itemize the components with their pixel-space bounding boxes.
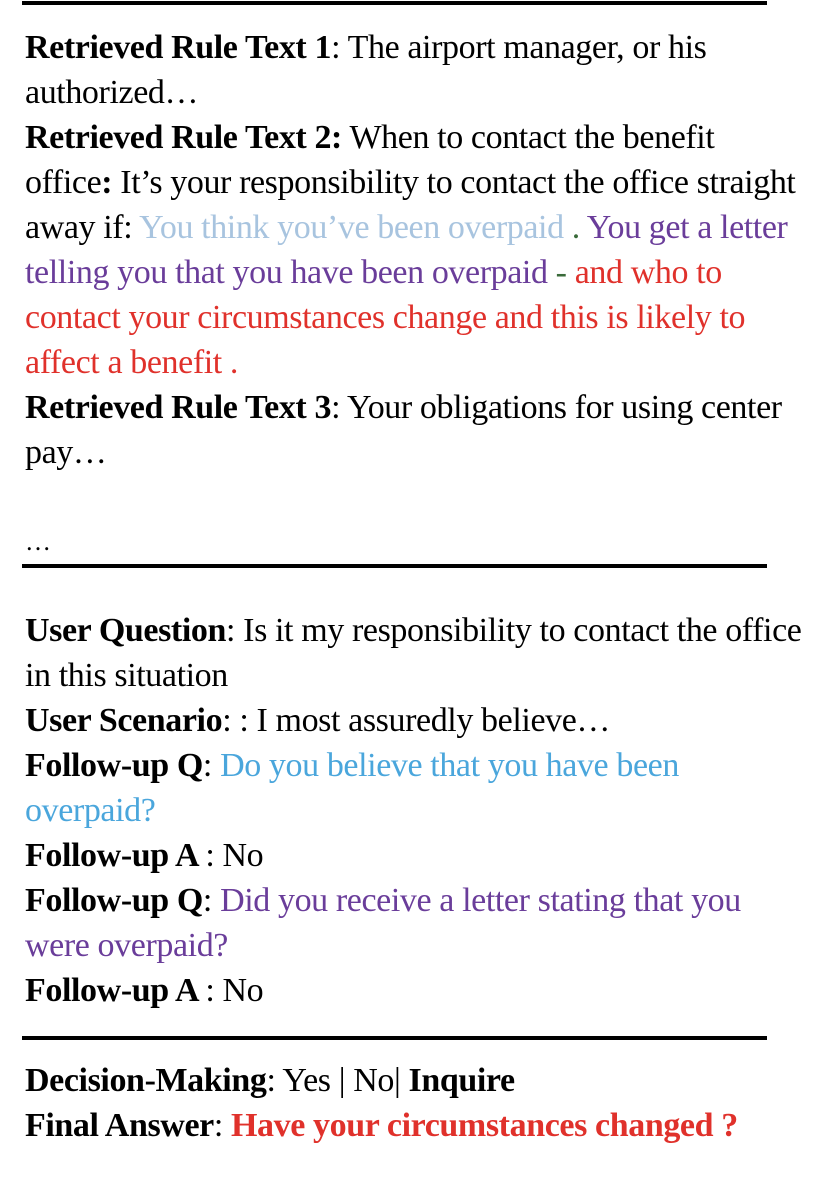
rule-1-text: The airport manager, or his authorized…	[25, 29, 707, 111]
rule-2-span-overpaid-belief: You think you’ve been overpaid	[139, 209, 572, 246]
follow-up-question-2: Follow-up Q: Did you receive a letter stating that you were overpaid?	[25, 882, 741, 964]
rules-ellipsis: …	[25, 527, 53, 556]
middle-rule	[22, 564, 767, 568]
follow-up-q-text: Do you believe that you have been overpaid?	[25, 747, 679, 829]
rule-3-text: Your obligations for using center pay…	[25, 389, 782, 471]
rule-text-2: Retrieved Rule Text 2: When to contact the benefit office: It’s your responsibility to contact the office straight away if: You think you’ve been overpaid . You get a letter telling you that you have been overpaid - and who to contact your circumstances change and this is likely to affect a benefit .	[25, 119, 796, 381]
follow-up-answer-1	[25, 833, 805, 878]
top-rule	[22, 1, 767, 5]
follow-up-a-text: : No	[205, 972, 264, 1009]
follow-up-answer-2	[25, 968, 805, 1013]
dialog-section	[25, 608, 805, 1013]
follow-up-q-label: Follow-up Q	[25, 882, 203, 919]
follow-up-a-label: Follow-up A	[25, 972, 206, 1009]
decision-section	[25, 1058, 805, 1148]
decision-making-label: Decision-Making	[25, 1062, 267, 1099]
decision-choice: Inquire	[408, 1062, 515, 1099]
rule-1-label: Retrieved Rule Text 1	[25, 29, 332, 66]
rule-2-span-circumstances: and who to contact your circumstances change and this is likely to affect a benefit .	[25, 254, 746, 381]
rule-2-label: Retrieved Rule Text 2:	[25, 119, 342, 156]
rule-2-span-letter: You get a letter telling you that you have been overpaid	[25, 209, 788, 291]
follow-up-q-text: Did you receive a letter stating that you were overpaid?	[25, 882, 741, 964]
user-question-label: User Question	[25, 612, 227, 649]
rule-text-1: Retrieved Rule Text 1: The airport manager, or his authorized…	[25, 29, 707, 111]
follow-up-a-label: Follow-up A	[25, 837, 206, 874]
rule-text-3: Retrieved Rule Text 3: Your obligations for using center pay…	[25, 389, 782, 471]
final-answer: Final Answer: Have your circumstances changed ?	[25, 1107, 738, 1144]
user-scenario-label: User Scenario	[25, 702, 223, 739]
follow-up-q-label: Follow-up Q	[25, 747, 203, 784]
user-question-text: : Is it my responsibility to contact the office in this situation	[25, 612, 802, 694]
follow-up-question-1: Follow-up Q: Do you believe that you have been overpaid?	[25, 747, 679, 829]
bottom-rule	[22, 1036, 767, 1040]
user-question	[25, 608, 805, 698]
decision-options: : Yes | No|	[266, 1062, 409, 1099]
user-scenario-text: : : I most assuredly believe…	[222, 702, 611, 739]
final-answer-label: Final Answer	[25, 1107, 214, 1144]
final-answer-text: Have your circumstances changed ?	[230, 1107, 738, 1144]
follow-up-a-text: : No	[205, 837, 264, 874]
user-scenario	[25, 698, 805, 743]
decision-making	[25, 1058, 805, 1103]
retrieved-rules-section	[25, 25, 805, 475]
rule-3-label: Retrieved Rule Text 3	[25, 389, 332, 426]
